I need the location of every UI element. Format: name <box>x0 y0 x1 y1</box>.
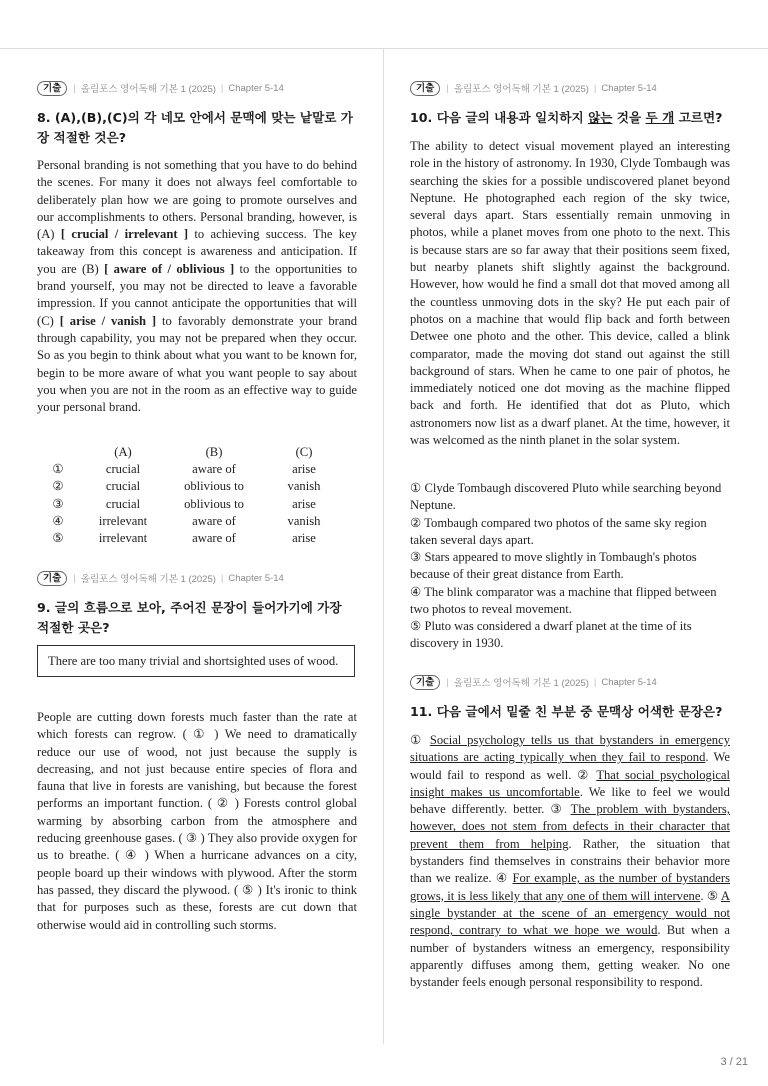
option-1[interactable]: ① crucial aware of arise <box>52 462 316 477</box>
page-number: 3 / 21 <box>720 1056 748 1068</box>
box-a: [ crucial / irrelevant ] <box>60 227 189 242</box>
book-name: 올림포스 영어독해 기본 1 (2025) <box>80 84 216 95</box>
book-name: 올림포스 영어독해 기본 1 (2025) <box>453 84 589 95</box>
option-5[interactable]: ⑤ irrelevant aware of arise <box>52 531 316 546</box>
question-9-title: 9. 글의 흐름으로 보아, 주어진 문장이 들어가기에 가장 적절한 곳은? <box>37 600 342 635</box>
question-8-title: 8. (A),(B),(C)의 각 네모 안에서 문맥에 맞는 낱말로 가장 적절한 것은? <box>37 110 353 145</box>
underlined-sentence-5: A single bystander at the scene of an emergency would not respond, contrary to what we hope we would <box>410 888 731 938</box>
header-divider <box>0 48 768 49</box>
box-c: [ arise / vanish ] <box>59 313 157 328</box>
chapter-label: Chapter 5-14 <box>601 676 657 688</box>
underlined-sentence-2: That social psychological insight makes us uncomfortable <box>410 767 730 799</box>
source-line-q9: 기출 | 올림포스 영어독해 기본 1 (2025) | Chapter 5-14 <box>37 570 284 586</box>
chapter-label: Chapter 5-14 <box>228 572 284 584</box>
book-name: 올림포스 영어독해 기본 1 (2025) <box>80 574 216 585</box>
option-3[interactable]: ③ crucial oblivious to arise <box>52 496 316 511</box>
question-8-passage: Personal branding is not something that you have to do behind the scenes. For many it does not always feel comfortable to deliberately plan how we are going to promote ourselves and our accomplishments to others. Personal branding, however, is (A) [ crucial / irrelevant ] to achieving success. The key takeaway from this concept is awareness and anticipation. If you are (B) [ aware of / oblivious ] to the opportunities to brand yourself, you may not be directed to leave a favorable impression. If you cannot anticipate the opportunities that will (C) [ arise / vanish ] to favorably demonstrate your brand through capability, you may not be prepared when they occur. So as you begin to think about what you want to be known for, begin to be more aware of what you want people to say about you when you are not in the room as an effective way to guide your personal brand. <box>37 158 358 415</box>
option-4[interactable]: ④ irrelevant aware of vanish <box>52 513 321 528</box>
chapter-label: Chapter 5-14 <box>601 82 657 94</box>
question-10-title: 10. 다음 글의 내용과 일치하지 않는 것을 두 개 고르면? <box>410 110 723 125</box>
source-line-q10: 기출 | 올림포스 영어독해 기본 1 (2025) | Chapter 5-14 <box>410 80 657 96</box>
question-8-options <box>37 444 347 547</box>
box-b: [ aware of / oblivious ] <box>104 261 235 276</box>
given-sentence-box: There are too many trivial and shortsighted uses of wood. <box>37 645 355 677</box>
option-2[interactable]: ② crucial oblivious to vanish <box>52 479 321 494</box>
exam-tag: 기출 <box>410 675 440 690</box>
q10-choice-4[interactable]: ④ The blink comparator was a machine that flipped between two photos to reveal movement. <box>410 585 717 617</box>
column-divider <box>383 48 384 1044</box>
exam-tag: 기출 <box>37 571 67 586</box>
q10-choice-1[interactable]: ① Clyde Tombaugh discovered Pluto while searching beyond Neptune. <box>410 481 722 513</box>
exam-tag: 기출 <box>410 81 440 96</box>
question-10-passage: The ability to detect visual movement played an interesting role in the history of astronomy. In 1930, Clyde Tombaugh was searching the skies for a possible undiscovered planet beyond Neptune. He photographed each region of the sky twice, several days apart. Stars essentially remain unmoving in photos, while a planet moves from one photo to the next. This is because stars are so far away that their positions seem fixed, but nearby planets shift slightly against the background. However, how would he find a small dot that moved among all the countless unmoving dots in the sky? He put each pair of photos on a machine that would flip back and forth between Detwee one photo and the other. This device, called a blink comparator, made the moving dot stand out against the still background of stars. When he came to one pair of photos, he immediately noticed one dot moving as the machine flipped back and forth. He identified that dot as Pluto, which astronomers now list as a dwarf planet. At the time, however, it was welcomed as the ninth planet in the solar system. <box>410 139 730 448</box>
underlined-sentence-3: The problem with bystanders, however, does not stem from defects in their character that prevent them from helping <box>410 802 730 851</box>
question-9-passage: People are cutting down forests much faster than the rate at which forests can regrow. ( ① ) We need to dramatically reduce our use of wood, not just because the supply is decreasing, and not just because entire species of flora and fauna that live in forests are vanishing, but because the forest performs an important function. ( ② ) Forests control global warming by absorbing carbon from the atmosphere and reducing greenhouse gases. ( ③ ) They also provide oxygen for us to breathe. ( ④ ) When a hurricane advances on a city, people board up their windows with plywood. After the storm has passed, they discard the plywood. ( ⑤ ) It's ironic to think that for purposes such as these, forests are cut down that otherwise would aid in controlling such storms. <box>37 710 357 932</box>
underlined-sentence-4: For example, as the number of bystanders grows, it is less likely that any one of them will intervene <box>410 871 730 903</box>
question-11-title: 11. 다음 글에서 밑줄 친 부분 중 문맥상 어색한 문장은? <box>410 704 723 719</box>
options-header: (A) (B) (C) <box>114 445 313 459</box>
q10-choice-3[interactable]: ③ Stars appeared to move slightly in Tombaugh's photos because of their great distance from Earth. <box>410 550 697 582</box>
question-11-passage: ① Social psychology tells us that bystanders in emergency situations are acting typically when they fail to respond. We would fail to respond as well. ② That social psychological insight makes us uncomfortable. We like to feel we would behave differently. better. ③ The problem with bystanders, however, does not stem from defects in their character that prevent them from helping. Rather, the situation that bystanders find themselves in constrains their behavior more than we realize. ④ For example, as the number of bystanders grows, it is less likely that any one of them will intervene. ⑤ A single bystander at the scene of an emergency would not respond, contrary to what we hope we would. But when a number of bystanders witness an emergency, responsibility apparently diffuses among them, getting weaker. No one bystander feels enough personal responsibility to respond. <box>410 733 731 990</box>
exam-tag: 기출 <box>37 81 67 96</box>
source-line-q8: 기출 | 올림포스 영어독해 기본 1 (2025) | Chapter 5-14 <box>37 80 284 96</box>
underlined-sentence-1: Social psychology tells us that bystanders in emergency situations are acting typically when they fail to respond <box>410 733 730 765</box>
q10-choice-2[interactable]: ② Tombaugh compared two photos of the same sky region taken several days apart. <box>410 516 707 548</box>
q10-choice-5[interactable]: ⑤ Pluto was considered a dwarf planet at the time of its discovery in 1930. <box>410 619 692 651</box>
book-name: 올림포스 영어독해 기본 1 (2025) <box>453 678 589 689</box>
chapter-label: Chapter 5-14 <box>228 82 284 94</box>
source-line-q11: 기출 | 올림포스 영어독해 기본 1 (2025) | Chapter 5-14 <box>410 674 657 690</box>
